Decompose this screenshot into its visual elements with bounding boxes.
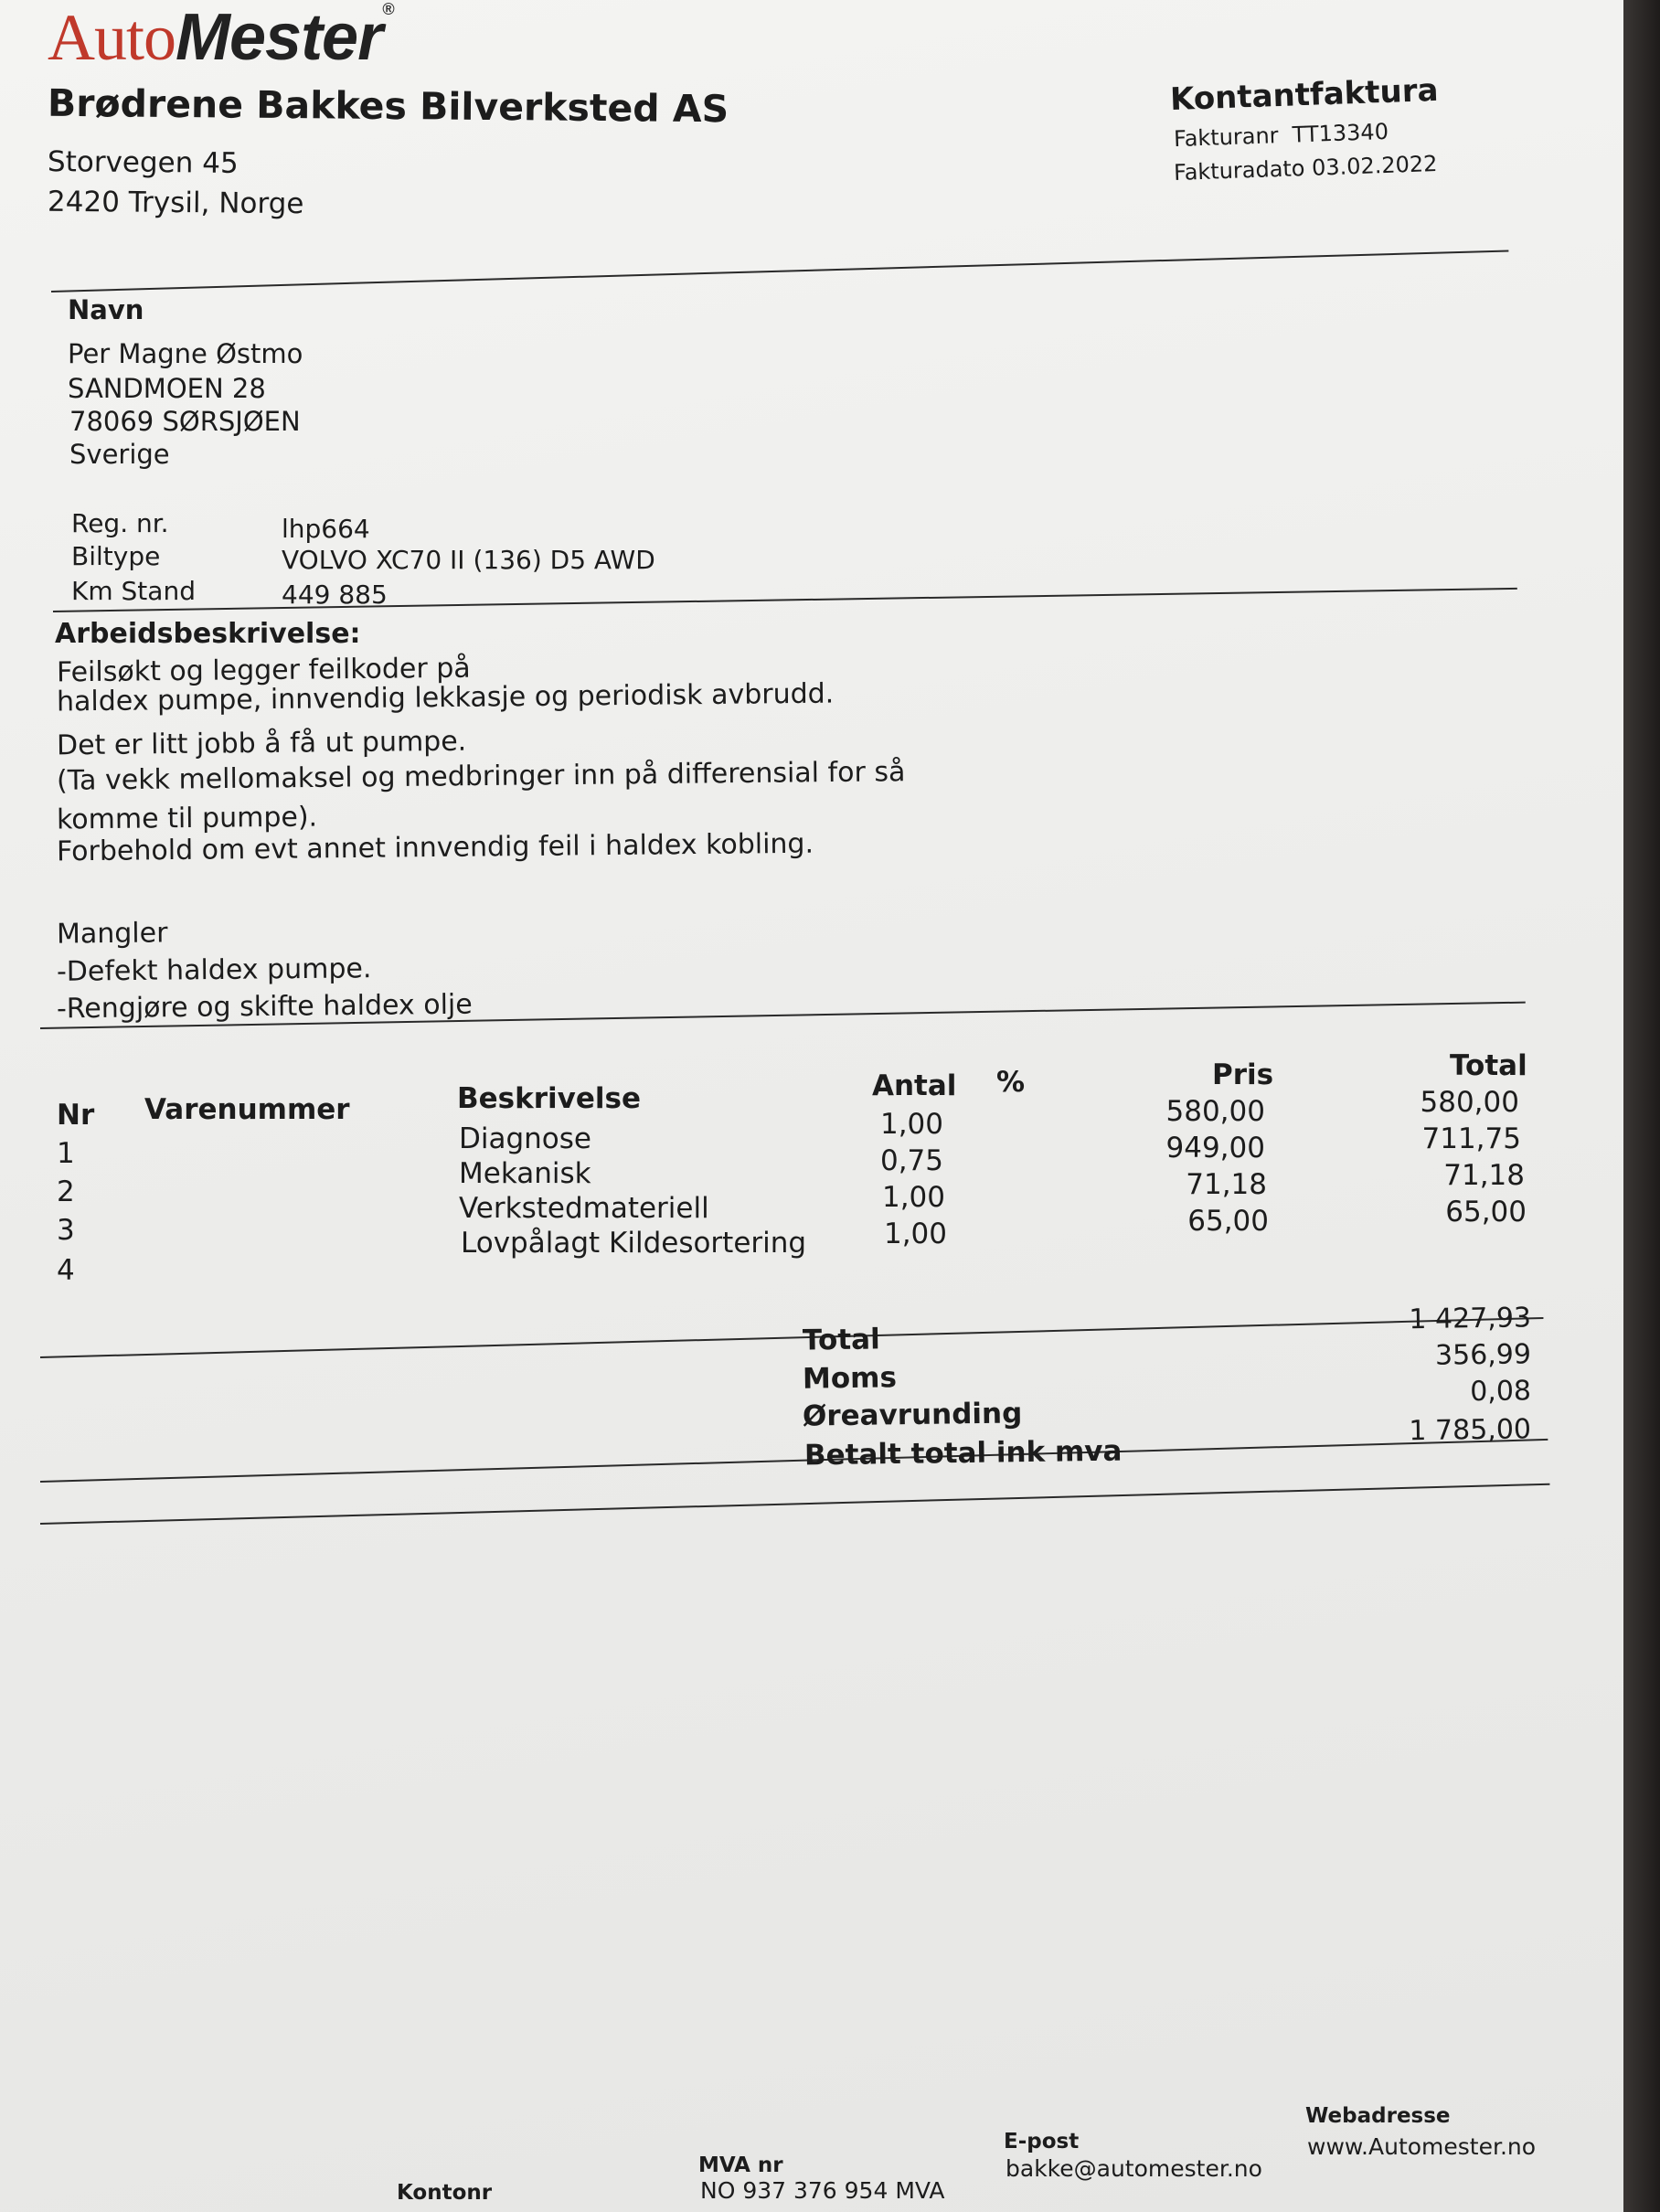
col-header-nr: Nr: [57, 1099, 95, 1132]
company-street: Storvegen 45: [47, 145, 239, 180]
footer-mva-label: MVA nr: [698, 2154, 783, 2177]
work-line: Forbehold om evt annet innvendig feil i haldex kobling.: [56, 827, 814, 868]
invoice-number-label: Fakturanr: [1173, 122, 1279, 153]
row-quantity: 1,00: [883, 1218, 947, 1250]
customer-country: Sverige: [69, 439, 170, 470]
row-quantity: 0,75: [879, 1144, 943, 1177]
summary-total-label: Total: [802, 1323, 880, 1357]
row-price: 580,00: [1165, 1095, 1265, 1128]
footer-mva-value: NO 937 376 954 MVA: [700, 2177, 945, 2204]
work-line: Feilsøkt og legger feilkoder på: [56, 652, 471, 689]
background-edge: [1623, 0, 1660, 2212]
summary-paid-label: Betalt total ink mva: [803, 1434, 1123, 1473]
defect-item: -Rengjøre og skifte haldex olje: [56, 988, 473, 1026]
row-description: Lovpålagt Kildesortering: [461, 1227, 807, 1260]
row-description: Diagnose: [459, 1122, 591, 1155]
summary-vat-value: 356,99: [1434, 1338, 1532, 1372]
footer-email-value: bakke@automester.no: [1006, 2155, 1262, 2182]
summary-rounding-value: 0,08: [1469, 1375, 1532, 1409]
col-header-total: Total: [1450, 1049, 1527, 1082]
automester-logo: AutoMester®: [48, 0, 394, 74]
row-quantity: 1,00: [881, 1181, 945, 1214]
row-price: 71,18: [1186, 1168, 1267, 1201]
row-nr: 4: [57, 1254, 75, 1287]
col-header-varenummer: Varenummer: [144, 1093, 350, 1126]
row-nr: 1: [57, 1137, 75, 1170]
row-price: 949,00: [1165, 1132, 1265, 1164]
defect-item: -Defekt haldex pumpe.: [56, 952, 372, 988]
row-price: 65,00: [1187, 1205, 1269, 1238]
company-city: 2420 Trysil, Norge: [47, 185, 304, 221]
vehicle-reg-value: lhp664: [282, 514, 370, 544]
row-description: Verkstedmateriell: [459, 1192, 709, 1225]
summary-paid-value: 1 785,00: [1409, 1413, 1532, 1448]
footer-email-label: E-post: [1004, 2130, 1080, 2154]
vehicle-km-label: Km Stand: [71, 576, 196, 606]
footer-web-label: Webadresse: [1305, 2104, 1451, 2128]
col-header-beskrivelse: Beskrivelse: [457, 1082, 641, 1115]
col-header-antal: Antal: [872, 1069, 957, 1102]
work-line: (Ta vekk mellomaksel og medbringer inn på differensial for så: [56, 756, 906, 797]
vehicle-type-value: VOLVO XC70 II (136) D5 AWD: [282, 545, 655, 575]
footer-kontonr-label: Kontonr: [397, 2181, 493, 2205]
defects-heading: Mangler: [56, 917, 168, 951]
row-nr: 3: [57, 1214, 75, 1247]
work-line: komme til pumpe).: [56, 801, 318, 836]
customer-street: SANDMOEN 28: [68, 373, 266, 404]
summary-rounding-label: Øreavrunding: [802, 1397, 1023, 1433]
customer-label: Navn: [68, 294, 144, 325]
vehicle-reg-label: Reg. nr.: [71, 508, 169, 538]
vehicle-type-label: Biltype: [71, 541, 161, 571]
row-description: Mekanisk: [459, 1157, 591, 1190]
work-heading: Arbeidsbeskrivelse:: [55, 618, 361, 650]
summary-vat-label: Moms: [802, 1361, 898, 1396]
row-total: 580,00: [1420, 1086, 1519, 1119]
footer-web-value: www.Automester.no: [1307, 2133, 1537, 2160]
col-header-percent: %: [996, 1066, 1026, 1099]
invoice-number: TT13340: [1292, 118, 1389, 148]
row-quantity: 1,00: [879, 1108, 943, 1141]
invoice-date: 03.02.2022: [1311, 150, 1438, 181]
row-total: 65,00: [1445, 1196, 1527, 1228]
row-total: 71,18: [1443, 1159, 1525, 1192]
vehicle-km-value: 449 885: [282, 580, 388, 610]
invoice-title: Kontantfaktura: [1169, 71, 1440, 119]
summary-total-value: 1 427,93: [1409, 1302, 1532, 1336]
work-line: haldex pumpe, innvendig lekkasje og periodisk avbrudd.: [56, 677, 835, 718]
invoice-date-label: Fakturadato: [1173, 155, 1305, 186]
row-total: 711,75: [1421, 1122, 1521, 1155]
customer-name: Per Magne Østmo: [68, 338, 303, 369]
col-header-pris: Pris: [1212, 1058, 1274, 1091]
customer-city: 78069 SØRSJØEN: [69, 406, 301, 437]
row-nr: 2: [57, 1175, 75, 1208]
work-line: Det er litt jobb å få ut pumpe.: [56, 725, 467, 762]
company-name: Brødrene Bakkes Bilverksted AS: [47, 80, 729, 132]
